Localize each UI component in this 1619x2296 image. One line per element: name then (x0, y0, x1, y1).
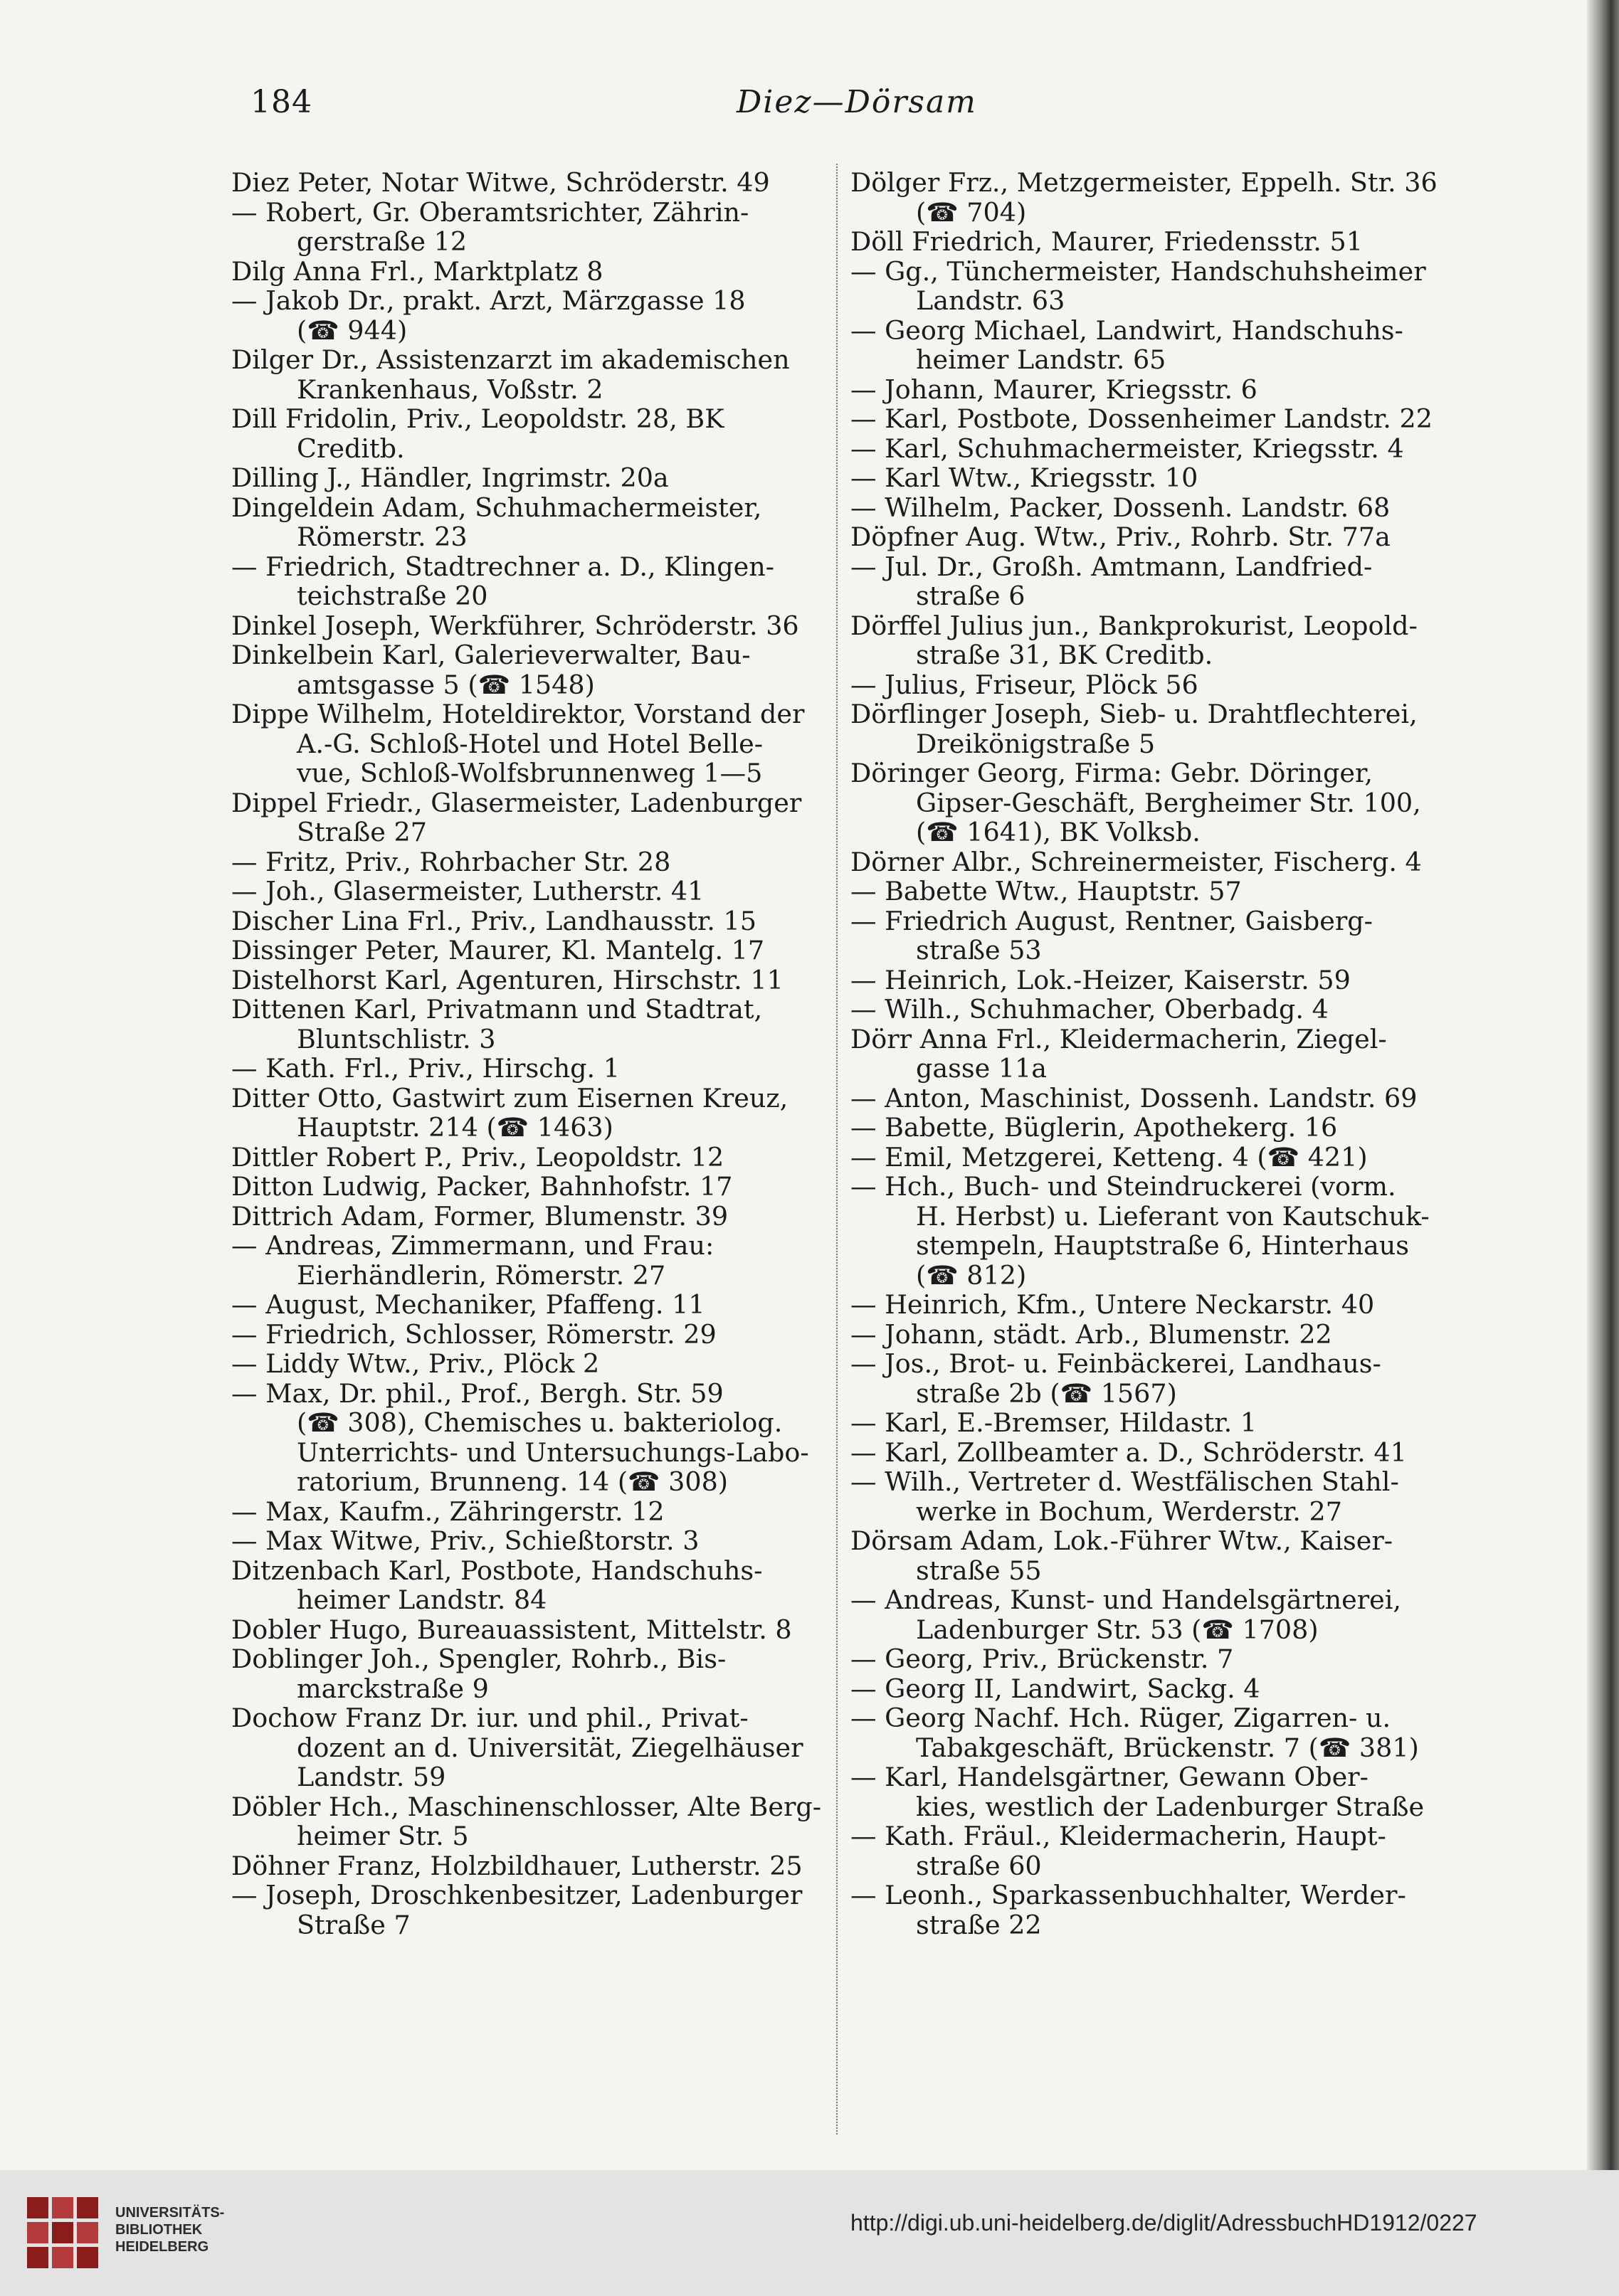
entry-line: Distelhorst Karl, Agenturen, Hirschstr. 11 (231, 964, 784, 995)
directory-entry (850, 1467, 1441, 1526)
directory-entry (231, 463, 840, 493)
entry-line: — Kath. Fräul., Kleidermacherin, Haupt- (850, 1821, 1386, 1851)
entry-line: Ditzenbach Karl, Postbote, Handschuhs- (231, 1555, 763, 1586)
directory-entry (850, 1703, 1441, 1762)
entry-line: — Joh., Glasermeister, Lutherstr. 41 (231, 876, 705, 906)
directory-entry (850, 611, 1441, 670)
directory-entry (850, 227, 1441, 257)
directory-entry (231, 198, 840, 257)
entry-line: — Julius, Friseur, Plöck 56 (850, 669, 1198, 700)
directory-entry (231, 1054, 840, 1084)
directory-entry (850, 847, 1441, 877)
directory-entry (850, 1113, 1441, 1143)
directory-entry (231, 788, 840, 847)
entry-line: Ditton Ludwig, Packer, Bahnhofstr. 17 (231, 1171, 733, 1202)
entry-line: — Wilh., Schuhmacher, Oberbadg. 4 (850, 994, 1329, 1025)
entry-line: — Friedrich August, Rentner, Gaisberg- (850, 905, 1373, 936)
entry-continuation-line: amtsgasse 5 (☎ 1548) (297, 669, 595, 700)
entry-continuation-line: Gipser-Geschäft, Bergheimer Str. 100, (916, 787, 1421, 818)
directory-entry (850, 316, 1441, 375)
entry-line: Dingeldein Adam, Schuhmachermeister, (231, 492, 762, 523)
directory-entry (850, 463, 1441, 493)
directory-entry (850, 493, 1441, 523)
entry-line: — Andreas, Kunst- und Handelsgärtnerei, (850, 1585, 1402, 1615)
entry-line: — Karl, Zollbeamter a. D., Schröderstr. 41 (850, 1437, 1407, 1468)
directory-entry (850, 670, 1441, 700)
entry-continuation-line: (☎ 944) (297, 314, 408, 346)
directory-entry (231, 1231, 840, 1290)
entry-line: Dörffel Julius jun., Bankprokurist, Leopold- (850, 610, 1418, 641)
entry-continuation-line: dozent an d. Universität, Ziegelhäuser (297, 1732, 803, 1763)
directory-entry (231, 1851, 840, 1881)
directory-entry (231, 1615, 840, 1645)
entry-continuation-line: H. Herbst) u. Lieferant von Kautschuk- (916, 1200, 1430, 1232)
entry-line: — Karl, Postbote, Dossenheimer Landstr. 22 (850, 403, 1433, 434)
directory-entry (231, 1172, 840, 1202)
entry-line: Dobler Hugo, Bureauassistent, Mittelstr. 8 (231, 1614, 792, 1645)
entry-continuation-line: (☎ 812) (916, 1259, 1027, 1291)
directory-entry (850, 1526, 1441, 1585)
entry-line: — Karl Wtw., Kriegsstr. 10 (850, 462, 1198, 493)
entry-line: — Hch., Buch- und Steindruckerei (vorm. (850, 1171, 1396, 1202)
directory-entry (850, 1290, 1441, 1320)
entry-continuation-line: stempeln, Hauptstraße 6, Hinterhaus (916, 1230, 1409, 1261)
entry-line: — Friedrich, Schlosser, Römerstr. 29 (231, 1318, 717, 1350)
entry-continuation-line: Römerstr. 23 (297, 522, 468, 552)
entry-line: — Max Witwe, Priv., Schießtorstr. 3 (231, 1525, 700, 1556)
entry-line: Diez Peter, Notar Witwe, Schröderstr. 49 (231, 167, 770, 198)
entry-continuation-line: werke in Bochum, Werderstr. 27 (916, 1496, 1342, 1527)
entry-line: — Liddy Wtw., Priv., Plöck 2 (231, 1348, 600, 1379)
entry-line: — Anton, Maschinist, Dossenh. Landstr. 69 (850, 1082, 1418, 1113)
source-url-link[interactable]: http://digi.ub.uni-heidelberg.de/diglit/AdressbuchHD1912/0227 (850, 2210, 1477, 2236)
directory-entry (850, 404, 1441, 434)
entry-line: Dippe Wilhelm, Hoteldirektor, Vorstand der (231, 699, 805, 729)
entry-line: — Joseph, Droschkenbesitzer, Ladenburger (231, 1880, 803, 1910)
entry-continuation-line: ratorium, Brunneng. 14 (☎ 308) (297, 1466, 729, 1497)
entry-line: Dölger Frz., Metzgermeister, Eppelh. Str. 36 (850, 167, 1438, 198)
entry-line: — Max, Kaufm., Zähringerstr. 12 (231, 1496, 665, 1527)
directory-entry (231, 995, 840, 1054)
entry-line: — Georg, Priv., Brückenstr. 7 (850, 1644, 1234, 1674)
entry-line: — Gg., Tünchermeister, Handschuhsheimer (850, 255, 1426, 287)
directory-entry (231, 1320, 840, 1350)
entry-line: Döringer Georg, Firma: Gebr. Döringer, (850, 758, 1373, 788)
entry-line: Dissinger Peter, Maurer, Kl. Mantelg. 17 (231, 935, 765, 966)
directory-entry (231, 1143, 840, 1173)
directory-entry (231, 1349, 840, 1379)
entry-continuation-line: straße 6 (916, 581, 1025, 611)
directory-entry (231, 345, 840, 404)
entry-line: — Babette, Büglerin, Apothekerg. 16 (850, 1112, 1338, 1143)
book-spine-edge (1587, 0, 1619, 2170)
directory-entry (231, 1556, 840, 1615)
entry-line: — Jos., Brot- u. Feinbäckerei, Landhaus- (850, 1348, 1381, 1379)
directory-entry (231, 1084, 840, 1143)
directory-entry (231, 493, 840, 552)
entry-line: Döpfner Aug. Wtw., Priv., Rohrb. Str. 77a (850, 522, 1391, 552)
entry-line: — Georg II, Landwirt, Sackg. 4 (850, 1673, 1260, 1704)
directory-entry (231, 168, 840, 198)
entry-continuation-line: straße 2b (☎ 1567) (916, 1377, 1177, 1409)
entry-continuation-line: Ladenburger Str. 53 (☎ 1708) (916, 1614, 1319, 1645)
library-name-line: HEIDELBERG (115, 2239, 209, 2255)
directory-entry (850, 699, 1441, 758)
entry-continuation-line: (☎ 1641), BK Volksb. (916, 817, 1201, 847)
entry-line: — Max, Dr. phil., Prof., Bergh. Str. 59 (231, 1377, 724, 1409)
directory-entry (850, 1084, 1441, 1113)
directory-entry (850, 552, 1441, 611)
directory-entry (231, 1379, 840, 1497)
library-name-line: BIBLIOTHEK (115, 2222, 203, 2238)
directory-entry (850, 1880, 1441, 1940)
directory-entry (850, 1143, 1441, 1173)
directory-entry (850, 1674, 1441, 1704)
directory-entry (231, 906, 840, 936)
entry-continuation-line: heimer Landstr. 84 (297, 1585, 547, 1615)
entry-line: Dilger Dr., Assistenzarzt im akademischen (231, 344, 790, 375)
entry-line: — Fritz, Priv., Rohrbacher Str. 28 (231, 846, 671, 877)
directory-entry (231, 404, 840, 463)
directory-entry (231, 966, 840, 995)
directory-entry (850, 906, 1441, 966)
entry-continuation-line: straße 55 (916, 1555, 1042, 1586)
entry-continuation-line: Eierhändlerin, Römerstr. 27 (297, 1259, 666, 1291)
entry-continuation-line: vue, Schloß-Wolfsbrunnenweg 1—5 (297, 758, 763, 788)
entry-line: — Kath. Frl., Priv., Hirschg. 1 (231, 1053, 620, 1084)
entry-line: — Karl, Handelsgärtner, Gewann Ober- (850, 1762, 1368, 1792)
entry-line: — Johann, Maurer, Kriegsstr. 6 (850, 374, 1257, 405)
entry-continuation-line: Landstr. 59 (297, 1762, 446, 1792)
entry-line: Ditter Otto, Gastwirt zum Eisernen Kreuz, (231, 1082, 789, 1113)
entry-continuation-line: A.-G. Schloß-Hotel und Hotel Belle- (297, 728, 764, 759)
entry-line: — Robert, Gr. Oberamtsrichter, Zährin- (231, 196, 749, 228)
directory-entry (231, 1792, 840, 1851)
entry-line: — Babette Wtw., Hauptstr. 57 (850, 876, 1242, 906)
directory-entry (231, 1526, 840, 1556)
entry-continuation-line: heimer Str. 5 (297, 1821, 469, 1851)
entry-line: — Jul. Dr., Großh. Amtmann, Landfried- (850, 551, 1373, 582)
entry-continuation-line: Straße 7 (297, 1909, 411, 1940)
directory-entry (231, 1644, 840, 1703)
entry-continuation-line: (☎ 704) (916, 196, 1027, 228)
entry-line: Doblinger Joh., Spengler, Rohrb., Bis- (231, 1644, 727, 1674)
entry-continuation-line: Creditb. (297, 433, 405, 464)
entry-line: Dittenen Karl, Privatmann und Stadtrat, (231, 994, 763, 1025)
entry-line: — Johann, städt. Arb., Blumenstr. 22 (850, 1318, 1332, 1350)
entry-line: Dinkel Joseph, Werkführer, Schröderstr. 36 (231, 610, 799, 641)
directory-entry (850, 375, 1441, 405)
page-title: Diez—Dörsam (737, 84, 977, 120)
entry-continuation-line: kies, westlich der Ladenburger Straße (916, 1791, 1425, 1822)
entry-line: — Karl, E.-Bremser, Hildastr. 1 (850, 1407, 1257, 1438)
entry-line: — Heinrich, Kfm., Untere Neckarstr. 40 (850, 1289, 1375, 1320)
entry-line: Dilling J., Händler, Ingrimstr. 20a (231, 462, 669, 493)
entry-line: — Heinrich, Lok.-Heizer, Kaiserstr. 59 (850, 964, 1351, 995)
entry-continuation-line: teichstraße 20 (297, 581, 488, 611)
entry-line: Dörflinger Joseph, Sieb- u. Drahtflechterei, (850, 699, 1418, 729)
entry-line: — Jakob Dr., prakt. Arzt, Märzgasse 18 (231, 285, 746, 316)
directory-entry (850, 1438, 1441, 1468)
entry-line: Döbler Hch., Maschinenschlosser, Alte Berg- (231, 1791, 822, 1822)
directory-entry (231, 1202, 840, 1232)
entry-line: — Emil, Metzgerei, Ketteng. 4 (☎ 421) (850, 1141, 1368, 1173)
entry-continuation-line: Tabakgeschäft, Brückenstr. 7 (☎ 381) (916, 1732, 1419, 1763)
entry-continuation-line: Unterrichts- und Untersuchungs-Labo- (297, 1437, 809, 1468)
entry-continuation-line: straße 22 (916, 1909, 1042, 1940)
entry-line: Discher Lina Frl., Priv., Landhausstr. 15 (231, 905, 756, 936)
library-logo-icon (20, 2190, 105, 2275)
entry-continuation-line: heimer Landstr. 65 (916, 344, 1166, 375)
entry-line: — Wilh., Vertreter d. Westfälischen Stahl- (850, 1466, 1399, 1497)
directory-entry (231, 611, 840, 641)
entry-continuation-line: Bluntschlistr. 3 (297, 1023, 496, 1054)
library-name (115, 2204, 224, 2255)
entry-line: Dittler Robert P., Priv., Leopoldstr. 12 (231, 1141, 724, 1173)
directory-entry (850, 877, 1441, 906)
entry-continuation-line: gasse 11a (916, 1053, 1047, 1084)
entry-continuation-line: Landstr. 63 (916, 285, 1065, 316)
entry-line: — Friedrich, Stadtrechner a. D., Klingen- (231, 551, 775, 582)
entry-line: — August, Mechaniker, Pfaffeng. 11 (231, 1289, 705, 1320)
entry-continuation-line: marckstraße 9 (297, 1673, 489, 1704)
directory-entry (850, 434, 1441, 464)
directory-entry (850, 995, 1441, 1025)
entry-continuation-line: straße 53 (916, 935, 1042, 966)
directory-entry (231, 640, 840, 699)
directory-entry (850, 1349, 1441, 1408)
directory-entry (231, 936, 840, 966)
directory-entry (850, 257, 1441, 316)
entry-continuation-line: gerstraße 12 (297, 226, 468, 257)
entry-line: Dörner Albr., Schreinermeister, Fischerg. 4 (850, 846, 1422, 877)
entry-continuation-line: Hauptstr. 214 (☎ 1463) (297, 1112, 613, 1143)
directory-entry (850, 1644, 1441, 1674)
directory-entry (231, 847, 840, 877)
entry-line: Dippel Friedr., Glasermeister, Ladenburger (231, 787, 802, 818)
entry-continuation-line: Krankenhaus, Voßstr. 2 (297, 374, 603, 405)
directory-entry (231, 1497, 840, 1527)
entry-line: — Andreas, Zimmermann, und Frau: (231, 1230, 714, 1261)
left-column (231, 168, 840, 1940)
entry-continuation-line: straße 31, BK Creditb. (916, 640, 1213, 670)
directory-entry (231, 552, 840, 611)
directory-entry (231, 699, 840, 788)
entry-line: — Georg Michael, Landwirt, Handschuhs- (850, 314, 1403, 346)
column-divider (836, 164, 838, 2134)
directory-entry (850, 1585, 1441, 1644)
entry-line: — Leonh., Sparkassenbuchhalter, Werder- (850, 1880, 1406, 1910)
directory-entry (850, 1821, 1441, 1880)
page-number: 184 (251, 84, 312, 120)
directory-entry (850, 1172, 1441, 1290)
directory-entry (231, 877, 840, 906)
directory-entry (850, 758, 1441, 847)
entry-line: Dittrich Adam, Former, Blumenstr. 39 (231, 1200, 729, 1232)
entry-line: Döhner Franz, Holzbildhauer, Lutherstr. 25 (231, 1850, 803, 1881)
directory-entry (850, 168, 1441, 227)
entry-line: Dörr Anna Frl., Kleidermacherin, Ziegel- (850, 1023, 1387, 1054)
directory-entry (850, 1320, 1441, 1350)
directory-entry (231, 1880, 840, 1940)
entry-line: Döll Friedrich, Maurer, Friedensstr. 51 (850, 226, 1363, 257)
right-column (850, 168, 1441, 1940)
directory-entry (850, 1408, 1441, 1438)
entry-line: — Karl, Schuhmachermeister, Kriegsstr. 4 (850, 433, 1404, 464)
entry-line: Dinkelbein Karl, Galerieverwalter, Bau- (231, 640, 751, 670)
entry-continuation-line: Dreikönigstraße 5 (916, 728, 1156, 759)
entry-continuation-line: straße 60 (916, 1850, 1042, 1881)
directory-entry (850, 1762, 1441, 1821)
entry-line: Dill Fridolin, Priv., Leopoldstr. 28, BK (231, 403, 724, 434)
directory-entry (850, 966, 1441, 995)
directory-entry (231, 1703, 840, 1792)
directory-entry (850, 522, 1441, 552)
entry-line: Dörsam Adam, Lok.-Führer Wtw., Kaiser- (850, 1525, 1393, 1556)
entry-line: — Georg Nachf. Hch. Rüger, Zigarren- u. (850, 1703, 1391, 1733)
directory-entry (850, 1025, 1441, 1084)
entry-line: Dilg Anna Frl., Marktplatz 8 (231, 255, 603, 287)
entry-line: Dochow Franz Dr. iur. und phil., Privat- (231, 1703, 749, 1733)
directory-entry (231, 286, 840, 345)
directory-entry (231, 257, 840, 287)
entry-continuation-line: (☎ 308), Chemisches u. bakteriolog. (297, 1407, 783, 1438)
entry-continuation-line: Straße 27 (297, 817, 427, 847)
directory-entry (231, 1290, 840, 1320)
library-name-line: UNIVERSITÄTS- (115, 2205, 225, 2221)
entry-line: — Wilhelm, Packer, Dossenh. Landstr. 68 (850, 492, 1391, 523)
